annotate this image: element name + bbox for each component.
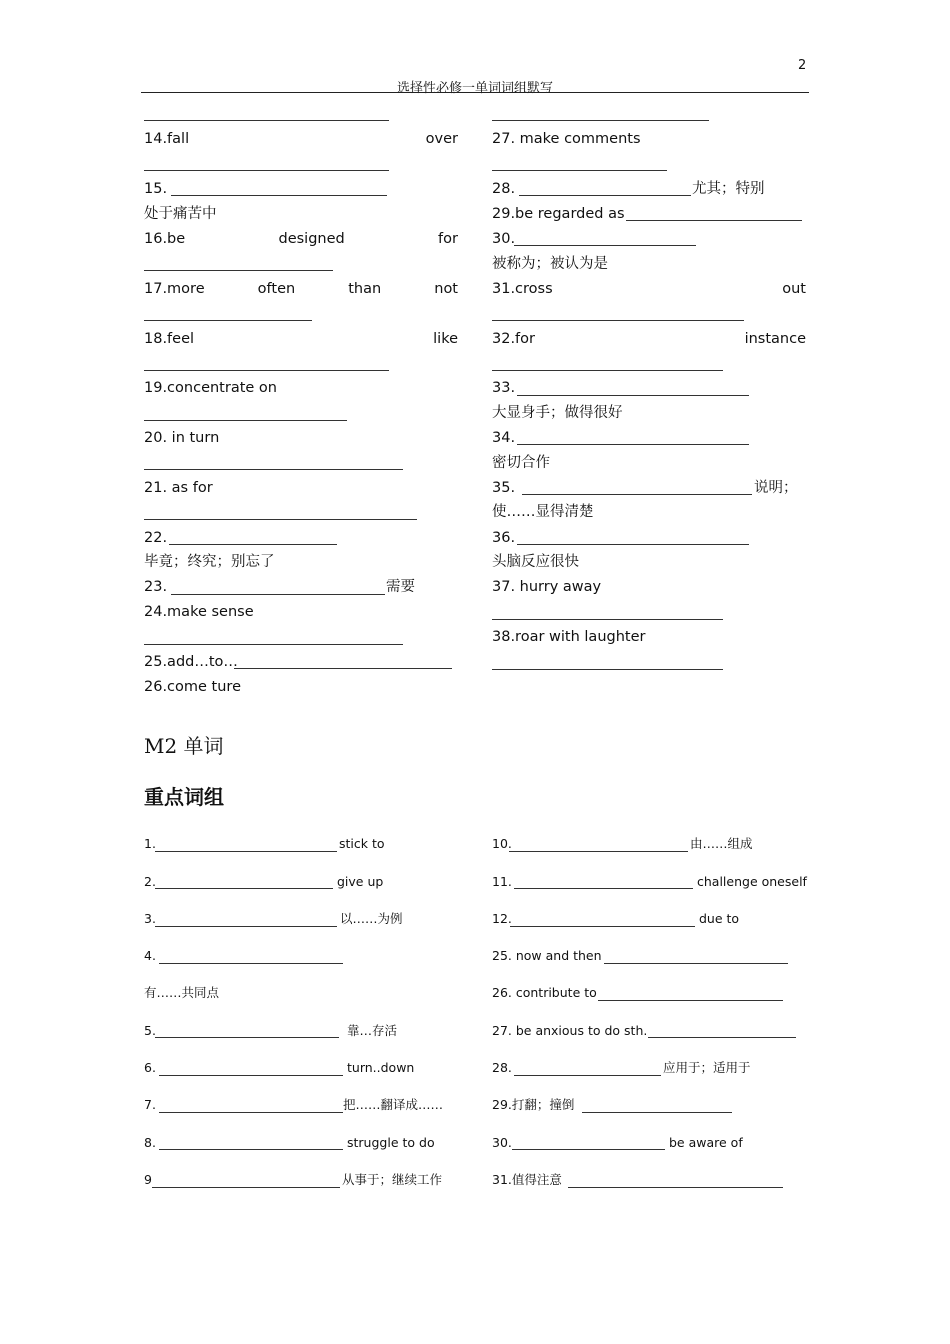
item-36-number: 36.	[492, 530, 516, 546]
item-16-part: for	[438, 231, 458, 247]
item-19: 19.concentrate on	[144, 380, 277, 396]
m2-item-28-number: 28.	[492, 1060, 512, 1075]
m2-item-11-text: challenge oneself	[697, 874, 807, 889]
m2-item-27: 27. be anxious to do sth.	[492, 1023, 648, 1038]
item-28-meaning: 尤其；特别	[692, 181, 765, 197]
answer-blank[interactable]	[514, 1075, 661, 1076]
answer-blank[interactable]	[582, 1112, 732, 1113]
answer-blank[interactable]	[171, 195, 387, 196]
answer-blank[interactable]	[155, 1037, 339, 1038]
item-27: 27. make comments	[492, 131, 641, 147]
answer-blank[interactable]	[144, 170, 389, 171]
item-30-number: 30.	[492, 231, 516, 247]
item-14-part: over	[425, 131, 458, 147]
answer-blank[interactable]	[517, 444, 749, 445]
answer-blank[interactable]	[152, 1187, 340, 1188]
m2-item-5-text: 靠…存活	[347, 1023, 398, 1038]
item-17	[144, 279, 458, 299]
item-18	[144, 329, 458, 349]
item-29: 29.be regarded as	[492, 206, 625, 222]
answer-blank[interactable]	[169, 544, 337, 545]
item-17-part: 17.more	[144, 281, 205, 297]
item-23-meaning: 需要	[386, 579, 415, 595]
answer-blank[interactable]	[144, 519, 417, 520]
item-28-number: 28.	[492, 181, 516, 197]
answer-blank[interactable]	[144, 644, 403, 645]
item-16	[144, 229, 458, 249]
m2-item-3-number: 3.	[144, 911, 156, 926]
m2-item-25: 25. now and then	[492, 948, 602, 963]
m2-item-9-number: 9	[144, 1172, 152, 1187]
m2-item-4-text: 有……共同点	[144, 985, 220, 1000]
item-18-part: 18.feel	[144, 331, 195, 347]
item-26: 26.come ture	[144, 679, 241, 695]
answer-blank[interactable]	[144, 120, 389, 121]
item-34-meaning: 密切合作	[492, 455, 550, 471]
page-number: 2	[798, 58, 807, 73]
header-rule	[141, 92, 809, 93]
section-subtitle: 重点词组	[144, 785, 224, 809]
item-35-number: 35.	[492, 480, 516, 496]
answer-blank[interactable]	[155, 888, 333, 889]
answer-blank[interactable]	[159, 1112, 343, 1113]
m2-item-30-text: be aware of	[669, 1135, 743, 1150]
m2-item-12-text: due to	[699, 911, 740, 926]
item-30-meaning: 被称为；被认为是	[492, 256, 608, 272]
answer-blank[interactable]	[144, 370, 389, 371]
answer-blank[interactable]	[492, 669, 723, 670]
item-33-number: 33.	[492, 380, 516, 396]
item-35-meaning-cont: 使……显得清楚	[492, 504, 594, 520]
item-24: 24.make sense	[144, 604, 254, 620]
item-18-part: like	[433, 331, 458, 347]
item-31-part: 31.cross	[492, 281, 553, 297]
m2-item-1-number: 1.	[144, 836, 156, 851]
item-14-part: 14.fall	[144, 131, 190, 147]
answer-blank[interactable]	[492, 320, 744, 321]
m2-item-6-number: 6.	[144, 1060, 156, 1075]
answer-blank[interactable]	[155, 851, 337, 852]
m2-item-3-text: 以……为例	[340, 911, 403, 926]
item-38: 38.roar with laughter	[492, 629, 646, 645]
item-17-part: not	[434, 281, 458, 297]
answer-blank[interactable]	[159, 1075, 343, 1076]
m2-item-7-text: 把……翻译成……	[343, 1097, 444, 1112]
item-32-part: instance	[744, 331, 806, 347]
m2-item-2-text: give up	[337, 874, 384, 889]
item-36-meaning: 头脑反应很快	[492, 554, 579, 570]
item-31	[492, 279, 806, 299]
item-17-part: than	[348, 281, 382, 297]
answer-blank[interactable]	[144, 420, 347, 421]
m2-item-4-number: 4.	[144, 948, 156, 963]
item-33-meaning: 大显身手；做得很好	[492, 405, 623, 421]
answer-blank[interactable]	[514, 245, 696, 246]
m2-item-10-text: 由……组成	[690, 836, 753, 851]
item-37: 37. hurry away	[492, 579, 602, 595]
answer-blank[interactable]	[144, 270, 333, 271]
m2-item-2-number: 2.	[144, 874, 156, 889]
answer-blank[interactable]	[171, 594, 385, 595]
item-35-meaning: 说明；	[754, 480, 798, 496]
answer-blank[interactable]	[514, 888, 693, 889]
m2-item-5-number: 5.	[144, 1023, 156, 1038]
item-32-part: 32.for	[492, 331, 535, 347]
answer-blank[interactable]	[519, 195, 691, 196]
item-31-part: out	[782, 281, 806, 297]
m2-item-30-number: 30.	[492, 1135, 512, 1150]
answer-blank[interactable]	[155, 926, 337, 927]
answer-blank[interactable]	[159, 1149, 343, 1150]
answer-blank[interactable]	[517, 544, 749, 545]
item-16-part: 16.be	[144, 231, 186, 247]
answer-blank[interactable]	[598, 1000, 783, 1001]
answer-blank[interactable]	[492, 120, 709, 121]
m2-item-12-number: 12.	[492, 911, 512, 926]
answer-blank[interactable]	[492, 619, 723, 620]
m2-item-8-text: struggle to do	[347, 1135, 435, 1150]
item-15-meaning: 处于痛苦中	[144, 206, 217, 222]
item-21: 21. as for	[144, 480, 213, 496]
item-32	[492, 329, 806, 349]
item-16-part: designed	[278, 231, 345, 247]
m2-item-7-number: 7.	[144, 1097, 156, 1112]
item-17-part: often	[257, 281, 296, 297]
m2-item-8-number: 8.	[144, 1135, 156, 1150]
answer-blank[interactable]	[492, 370, 723, 371]
answer-blank[interactable]	[492, 170, 667, 171]
answer-blank[interactable]	[568, 1187, 783, 1188]
section-title: M2 单词	[144, 734, 224, 758]
answer-blank[interactable]	[604, 963, 788, 964]
item-25: 25.add…to…	[144, 654, 238, 670]
item-20: 20. in turn	[144, 430, 220, 446]
answer-blank[interactable]	[626, 220, 802, 221]
m2-item-6-text: turn..down	[347, 1060, 415, 1075]
answer-blank[interactable]	[234, 668, 452, 669]
item-23-number: 23.	[144, 579, 168, 595]
m2-item-28-text: 应用于；适用于	[663, 1060, 751, 1075]
m2-item-31: 31.值得注意	[492, 1172, 562, 1187]
m2-item-10-number: 10.	[492, 836, 512, 851]
answer-blank[interactable]	[648, 1037, 796, 1038]
answer-blank[interactable]	[144, 320, 312, 321]
item-34-number: 34.	[492, 430, 516, 446]
m2-item-11-number: 11.	[492, 874, 512, 889]
answer-blank[interactable]	[144, 469, 403, 470]
m2-item-1-text: stick to	[339, 836, 385, 851]
item-15-number: 15.	[144, 181, 168, 197]
answer-blank[interactable]	[517, 395, 749, 396]
header-title: 选择性必修一单词词组默写	[396, 81, 553, 96]
item-22-number: 22.	[144, 530, 168, 546]
answer-blank[interactable]	[510, 926, 695, 927]
answer-blank[interactable]	[512, 1149, 665, 1150]
answer-blank[interactable]	[159, 963, 343, 964]
m2-item-29: 29.打翻；撞倒	[492, 1097, 575, 1112]
answer-blank[interactable]	[522, 494, 752, 495]
item-14	[144, 129, 458, 149]
item-22-meaning: 毕竟；终究；别忘了	[144, 554, 275, 570]
m2-item-9-text: 从事于；继续工作	[342, 1172, 443, 1187]
answer-blank[interactable]	[509, 851, 688, 852]
m2-item-26: 26. contribute to	[492, 985, 597, 1000]
